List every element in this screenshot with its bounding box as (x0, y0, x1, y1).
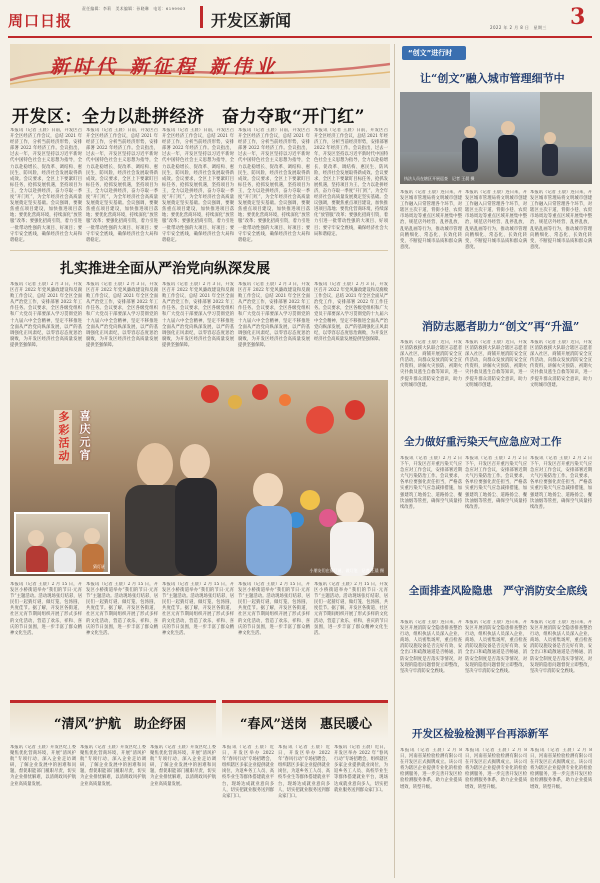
feature-col-2: 本报讯（记者 王晨）2 月 15 日，开发区小桥街道举办“我们的节日·元宵节”主题活动。活动现场张灯结彩，居民们一起猜灯谜、做灯笼、包汤圆，共度佳节。据了解，开发区各街道、社区元宵节期间组织开展了形式多样的文化活动，营造了欢乐、祥和、喜庆的节日氛围，进一步丰富了群众精神文化生活。 (86, 582, 158, 636)
side-headline-1: 让“创文”融入城市管理细节中 (420, 72, 565, 85)
chunfeng-col-3: 本报讯（记者 王晨）近日，开发区举办 2022 年“春风行动”专场招聘会，组织辖区多家企业提供就业岗位，为返乡务工人员、高校毕业生等群体搭建就业平台，现场达成就业意向多人，切实把就业服务送到群众家门口。 (334, 745, 388, 793)
qingfeng-box (10, 700, 216, 878)
inset-caption: 猜灯谜 (93, 564, 105, 569)
lead-col-2: 本报讯（记者 王晨）日前，开发区召开全区经济工作会议，总结 2021 年经济工作，分析当前经济形势，安排部署 2022 年经济工作。会议指出，过去一年，开发区坚持以习近平新时代中国特色社会主义思想为指导，全力以赴稳增长、促改革、调结构、惠民生、防风险，经济社会发展取得新成效。会议要求，全区上下要紧盯目标任务，抢抓发展机遇，坚持项目为王，全力以赴拼经济，奋力夺取一季度“开门红”，为全年经济社会高质量发展奠定坚实基础。会议强调，要聚焦重点项目建设，加快推进项目落地；要优化营商环境，持续深化“放管服”改革；要强化招商引资，着力引进一批带动性强的大项目、好项目；要守牢安全底线，确保经济社会大局和谐稳定。 (86, 128, 158, 243)
side-photo-scene (400, 92, 592, 184)
chunfeng-headline: “春风”送岗 惠民暖心 (240, 717, 372, 732)
side-article-1 (400, 190, 592, 310)
feature-photo (10, 380, 388, 576)
inspection-col-1: 本报讯（记者 王晨）2 月 8 日，河南省某检验检测有限公司在开发区正式揭牌成立。该公司将为辖区企业提供专业化的检验检测服务，进一步完善开发区检验检测服务体系，助力企业提质增效、转型升级。 (400, 748, 462, 790)
feature-col-1: 本报讯（记者 王晨）2 月 15 日，开发区小桥街道举办“我们的节日·元宵节”主题活动。活动现场张灯结彩，居民们一起猜灯谜、做灯笼、包汤圆，共度佳节。据了解，开发区各街道、社区元宵节期间组织开展了形式多样的文化活动，营造了欢乐、祥和、喜庆的节日氛围，进一步丰富了群众精神文化生活。 (10, 582, 82, 636)
lead-col-3: 本报讯（记者 王晨）日前，开发区召开全区经济工作会议，总结 2021 年经济工作，分析当前经济形势，安排部署 2022 年经济工作。会议指出，过去一年，开发区坚持以习近平新时代中国特色社会主义思想为指导，全力以赴稳增长、促改革、调结构、惠民生、防风险，经济社会发展取得新成效。会议要求，全区上下要紧盯目标任务，抢抓发展机遇，坚持项目为王，全力以赴拼经济，奋力夺取一季度“开门红”，为全年经济社会高质量发展奠定坚实基础。会议强调，要聚焦重点项目建设，加快推进项目落地；要优化营商环境，持续深化“放管服”改革；要强化招商引资，着力引进一批带动性强的大项目、好项目；要守牢安全底线，确保经济社会大局和谐稳定。 (162, 128, 234, 243)
side-column-tab (402, 46, 466, 60)
section-title: 开发区新闻 (211, 11, 292, 28)
feature-col-5: 本报讯（记者 王晨）2 月 15 日，开发区小桥街道举办“我们的节日·元宵节”主题活动。活动现场张灯结彩，居民们一起猜灯谜、做灯笼、包汤圆，共度佳节。据了解，开发区各街道、社区元宵节期间组织开展了形式多样的文化活动，营造了欢乐、祥和、喜庆的节日氛围，进一步丰富了群众精神文化生活。 (314, 582, 388, 636)
pollution-article (400, 456, 592, 574)
feature-photo-caption: 小朋友们在猜灯谜、做灯笼 记者 王晨 摄 (309, 568, 384, 573)
side-1-col-1: 本报讯（记者 王晨）连日来，开发区城市管理局将文明城市创建工作融入日常管理各个环节，对辖区主次干道、背街小巷、农贸市场周边等重点区域开展集中整治，规范店外经营、乱停乱放、乱贴乱画等行为，推动城市管理向精细化、常态化、长效化转变，不断提升城市品质和群众满意度。 (400, 190, 462, 250)
side-2-col-3: 本报讯（记者 王晨）近日，开发区消防救援大队联合辖区志愿者深入社区、商铺开展消防安全宣传活动，向群众发放消防安全宣传资料，讲解火灾预防、初期火灾扑救及逃生自救等知识，进一步提升群众消防安全意识，助力文明城市创建。 (530, 340, 592, 388)
masthead-meta: 责任编辑：李莉 美术编辑：孙晓琳 电话：6199903 (82, 6, 186, 11)
side-photo-caption: 执法人员在辖区开展巡查 记者 王晨 摄 (404, 176, 475, 181)
divider (10, 250, 388, 251)
qingfeng-col-1: 本报讯（记者 王晨）开发区纪工委聚焦优化营商环境，开展“清风护航”专项行动，深入企业走访调研，了解企业发展中的困难和问题，督促职能部门履职尽责，切实为企业排忧解难，以清朗政风护航企业高质量发展。 (10, 745, 76, 787)
masthead (0, 0, 600, 40)
lead-col-1: 本报讯（记者 王晨）日前，开发区召开全区经济工作会议，总结 2021 年经济工作，分析当前经济形势，安排部署 2022 年经济工作。会议指出，过去一年，开发区坚持以习近平新时代中国特色社会主义思想为指导，全力以赴稳增长、促改革、调结构、惠民生、防风险，经济社会发展取得新成效。会议要求，全区上下要紧盯目标任务，抢抓发展机遇，坚持项目为王，全力以赴拼经济，奋力夺取一季度“开门红”，为全年经济社会高质量发展奠定坚实基础。会议强调，要聚焦重点项目建设，加快推进项目落地；要优化营商环境，持续深化“放管服”改革；要强化招商引资，着力引进一批带动性强的大项目、好项目；要守牢安全底线，确保经济社会大局和谐稳定。 (10, 128, 82, 243)
party-col-3: 本报讯（记者 王晨）2 月 3 日，开发区召开 2022 年党风廉政建设和反腐败工作会议，总结 2021 年全区全面从严治党工作，安排部署 2022 年工作任务。会议要求，全区各级党组织和广大党员干部要深入学习贯彻党的十九届六中全会精神，坚定不移推进全面从严治党向纵深发展，以严的基调强化正风肃纪，以零容忍态度惩治腐败，为开发区经济社会高质量发展提供坚强保障。 (162, 282, 234, 348)
slogan-banner (10, 44, 390, 88)
feature-col-4: 本报讯（记者 王晨）2 月 15 日，开发区小桥街道举办“我们的节日·元宵节”主题活动。活动现场张灯结彩，居民们一起猜灯谜、做灯笼、包汤圆，共度佳节。据了解，开发区各街道、社区元宵节期间组织开展了形式多样的文化活动，营造了欢乐、祥和、喜庆的节日氛围，进一步丰富了群众精神文化生活。 (238, 582, 310, 636)
qingfeng-headline: “清风”护航 助企纾困 (54, 717, 186, 732)
side-headline-2: 消防志愿者助力“创文”再“升温” (422, 320, 580, 333)
fire-col-2: 本报讯（记者 王晨）连日来，开发区开展消防安全隐患排查整治行动，组织执法人员深入企业、商场、人员密集场所，重点检查消防设施设备是否完好有效、安全出口和疏散通道是否畅通、消防安全制度是否落实等情况，对发现的隐患问题督促立即整改，坚决守牢消防安全底线。 (465, 620, 527, 674)
slogan-text: 新时代 新征程 新伟业 (50, 56, 279, 78)
feature-tag-sub: 多彩活动 (54, 410, 72, 464)
party-col-2: 本报讯（记者 王晨）2 月 3 日，开发区召开 2022 年党风廉政建设和反腐败工作会议，总结 2021 年全区全面从严治党工作，安排部署 2022 年工作任务。会议要求，全区各级党组织和广大党员干部要深入学习贯彻党的十九届六中全会精神，坚定不移推进全面从严治党向纵深发展，以严的基调强化正风肃纪，以零容忍态度惩治腐败，为开发区经济社会高质量发展提供坚强保障。 (86, 282, 158, 348)
feature-article (10, 582, 388, 648)
lead-article (10, 128, 388, 244)
side-2-col-2: 本报讯（记者 王晨）近日，开发区消防救援大队联合辖区志愿者深入社区、商铺开展消防安全宣传活动，向群众发放消防安全宣传资料，讲解火灾预防、初期火灾扑救及逃生自救等知识，进一步提升群众消防安全意识，助力文明城市创建。 (465, 340, 527, 388)
side-2-col-1: 本报讯（记者 王晨）近日，开发区消防救援大队联合辖区志愿者深入社区、商铺开展消防安全宣传活动，向群众发放消防安全宣传资料，讲解火灾预防、初期火灾扑救及逃生自救等知识，进一步提升群众消防安全意识，助力文明城市创建。 (400, 340, 462, 388)
side-1-col-2: 本报讯（记者 王晨）连日来，开发区城市管理局将文明城市创建工作融入日常管理各个环节，对辖区主次干道、背街小巷、农贸市场周边等重点区域开展集中整治，规范店外经营、乱停乱放、乱贴乱画等行为，推动城市管理向精细化、常态化、长效化转变，不断提升城市品质和群众满意度。 (465, 190, 527, 250)
fire-headline: 全面排查风险隐患 严守消防安全底线 (408, 585, 588, 597)
pollution-col-2: 本报讯（记者 王晨）2 月 2 日下午，开发区召开重污染天气应急应对工作会议，安排部署近期大气污染防治工作。会议要求，各单位要强化责任担当，严格落实重污染天气应急减排措施，加强建筑工地扬尘、道路扬尘、餐饮油烟等管控，确保空气质量持续改善。 (465, 456, 527, 510)
qingfeng-col-2: 本报讯（记者 王晨）开发区纪工委聚焦优化营商环境，开展“清风护航”专项行动，深入企业走访调研，了解企业发展中的困难和问题，督促职能部门履职尽责，切实为企业排忧解难，以清朗政风护航企业高质量发展。 (80, 745, 146, 787)
side-photo (400, 92, 592, 184)
party-headline: 扎实推进全面从严治党向纵深发展 (60, 261, 270, 277)
page-number: 3 (570, 4, 586, 30)
inspection-col-2: 本报讯（记者 王晨）2 月 8 日，河南省某检验检测有限公司在开发区正式揭牌成立。该公司将为辖区企业提供专业化的检验检测服务，进一步完善开发区检验检测服务体系，助力企业提质增效、转型升级。 (465, 748, 527, 790)
chunfeng-box (222, 700, 388, 878)
fire-article (400, 620, 592, 718)
feature-col-3: 本报讯（记者 王晨）2 月 15 日，开发区小桥街道举办“我们的节日·元宵节”主题活动。活动现场张灯结彩，居民们一起猜灯谜、做灯笼、包汤圆，共度佳节。据了解，开发区各街道、社区元宵节期间组织开展了形式多样的文化活动，营造了欢乐、祥和、喜庆的节日氛围，进一步丰富了群众精神文化生活。 (162, 582, 234, 636)
section-bar (200, 6, 425, 28)
inspection-col-3: 本报讯（记者 王晨）2 月 8 日，河南省某检验检测有限公司在开发区正式揭牌成立。该公司将为辖区企业提供专业化的检验检测服务，进一步完善开发区检验检测服务体系，助力企业提质增效、转型升级。 (530, 748, 592, 790)
qingfeng-col-3: 本报讯（记者 王晨）开发区纪工委聚焦优化营商环境，开展“清风护航”专项行动，深入企业走访调研，了解企业发展中的困难和问题，督促职能部门履职尽责，切实为企业排忧解难，以清朗政风护航企业高质量发展。 (150, 745, 216, 787)
party-col-4: 本报讯（记者 王晨）2 月 3 日，开发区召开 2022 年党风廉政建设和反腐败工作会议，总结 2021 年全区全面从严治党工作，安排部署 2022 年工作任务。会议要求，全区各级党组织和广大党员干部要深入学习贯彻党的十九届六中全会精神，坚定不移推进全面从严治党向纵深发展，以严的基调强化正风肃纪，以零容忍态度惩治腐败，为开发区经济社会高质量发展提供坚强保障。 (238, 282, 310, 348)
inspection-article (400, 748, 592, 878)
lead-headline: 开发区：全力以赴拼经济 奋力夺取“开门红” (12, 107, 366, 127)
inspection-headline: 开发区检验检测平台再添新军 (412, 728, 549, 740)
issue-date: 2022 年 2 月 8 日 星期三 (490, 25, 547, 30)
lead-col-4: 本报讯（记者 王晨）日前，开发区召开全区经济工作会议，总结 2021 年经济工作，分析当前经济形势，安排部署 2022 年经济工作。会议指出，过去一年，开发区坚持以习近平新时代中国特色社会主义思想为指导，全力以赴稳增长、促改革、调结构、惠民生、防风险，经济社会发展取得新成效。会议要求，全区上下要紧盯目标任务，抢抓发展机遇，坚持项目为王，全力以赴拼经济，奋力夺取一季度“开门红”，为全年经济社会高质量发展奠定坚实基础。会议强调，要聚焦重点项目建设，加快推进项目落地；要优化营商环境，持续深化“放管服”改革；要强化招商引资，着力引进一批带动性强的大项目、好项目；要守牢安全底线，确保经济社会大局和谐稳定。 (238, 128, 310, 243)
feature-tag-main: 喜庆元宵 (78, 410, 91, 462)
party-col-5: 本报讯（记者 王晨）2 月 3 日，开发区召开 2022 年党风廉政建设和反腐败工作会议，总结 2021 年全区全面从严治党工作，安排部署 2022 年工作任务。会议要求，全区各级党组织和广大党员干部要深入学习贯彻党的十九届六中全会精神，坚定不移推进全面从严治党向纵深发展，以严的基调强化正风肃纪，以零容忍态度惩治腐败，为开发区经济社会高质量发展提供坚强保障。 (314, 282, 388, 342)
fire-col-3: 本报讯（记者 王晨）连日来，开发区开展消防安全隐患排查整治行动，组织执法人员深入企业、商场、人员密集场所，重点检查消防设施设备是否完好有效、安全出口和疏散通道是否畅通、消防安全制度是否落实等情况，对发现的隐患问题督促立即整改，坚决守牢消防安全底线。 (530, 620, 592, 674)
party-col-1: 本报讯（记者 王晨）2 月 3 日，开发区召开 2022 年党风廉政建设和反腐败工作会议，总结 2021 年全区全面从严治党工作，安排部署 2022 年工作任务。会议要求，全区各级党组织和广大党员干部要深入学习贯彻党的十九届六中全会精神，坚定不移推进全面从严治党向纵深发展，以严的基调强化正风肃纪，以零容忍态度惩治腐败，为开发区经济社会高质量发展提供坚强保障。 (10, 282, 82, 348)
chunfeng-col-2: 本报讯（记者 王晨）近日，开发区举办 2022 年“春风行动”专场招聘会，组织辖区多家企业提供就业岗位，为返乡务工人员、高校毕业生等群体搭建就业平台，现场达成就业意向多人，切实把就业服务送到群众家门口。 (278, 745, 330, 799)
column-divider (394, 44, 395, 878)
masthead-rule (8, 36, 592, 38)
side-1-col-3: 本报讯（记者 王晨）连日来，开发区城市管理局将文明城市创建工作融入日常管理各个环节，对辖区主次干道、背街小巷、农贸市场周边等重点区域开展集中整治，规范店外经营、乱停乱放、乱贴乱画等行为，推动城市管理向精细化、常态化、长效化转变，不断提升城市品质和群众满意度。 (530, 190, 592, 250)
newspaper-logo: 周口日报 (8, 12, 73, 30)
inset-photo (14, 512, 110, 574)
pollution-col-3: 本报讯（记者 王晨）2 月 2 日下午，开发区召开重污染天气应急应对工作会议，安排部署近期大气污染防治工作。会议要求，各单位要强化责任担当，严格落实重污染天气应急减排措施，加强建筑工地扬尘、道路扬尘、餐饮油烟等管控，确保空气质量持续改善。 (530, 456, 592, 510)
fire-col-1: 本报讯（记者 王晨）连日来，开发区开展消防安全隐患排查整治行动，组织执法人员深入企业、商场、人员密集场所，重点检查消防设施设备是否完好有效、安全出口和疏散通道是否畅通、消防安全制度是否落实等情况，对发现的隐患问题督促立即整改，坚决守牢消防安全底线。 (400, 620, 462, 674)
chunfeng-col-1: 本报讯（记者 王晨）近日，开发区举办 2022 年“春风行动”专场招聘会，组织辖区多家企业提供就业岗位，为返乡务工人员、高校毕业生等群体搭建就业平台，现场达成就业意向多人，切实把就业服务送到群众家门口。 (222, 745, 274, 799)
pollution-headline: 全力做好重污染天气应急应对工作 (404, 436, 562, 448)
side-article-2 (400, 340, 592, 426)
side-column-title: “创文”进行时 (408, 49, 453, 57)
party-article (10, 282, 388, 374)
pollution-col-1: 本报讯（记者 王晨）2 月 2 日下午，开发区召开重污染天气应急应对工作会议，安排部署近期大气污染防治工作。会议要求，各单位要强化责任担当，严格落实重污染天气应急减排措施，加强建筑工地扬尘、道路扬尘、餐饮油烟等管控，确保空气质量持续改善。 (400, 456, 462, 510)
lead-col-5: 本报讯（记者 王晨）日前，开发区召开全区经济工作会议，总结 2021 年经济工作，分析当前经济形势，安排部署 2022 年经济工作。会议指出，过去一年，开发区坚持以习近平新时代中国特色社会主义思想为指导，全力以赴稳增长、促改革、调结构、惠民生、防风险，经济社会发展取得新成效。会议要求，全区上下要紧盯目标任务，抢抓发展机遇，坚持项目为王，全力以赴拼经济，奋力夺取一季度“开门红”，为全年经济社会高质量发展奠定坚实基础。会议强调，要聚焦重点项目建设，加快推进项目落地；要优化营商环境，持续深化“放管服”改革；要强化招商引资，着力引进一批带动性强的大项目、好项目；要守牢安全底线，确保经济社会大局和谐稳定。 (314, 128, 388, 237)
